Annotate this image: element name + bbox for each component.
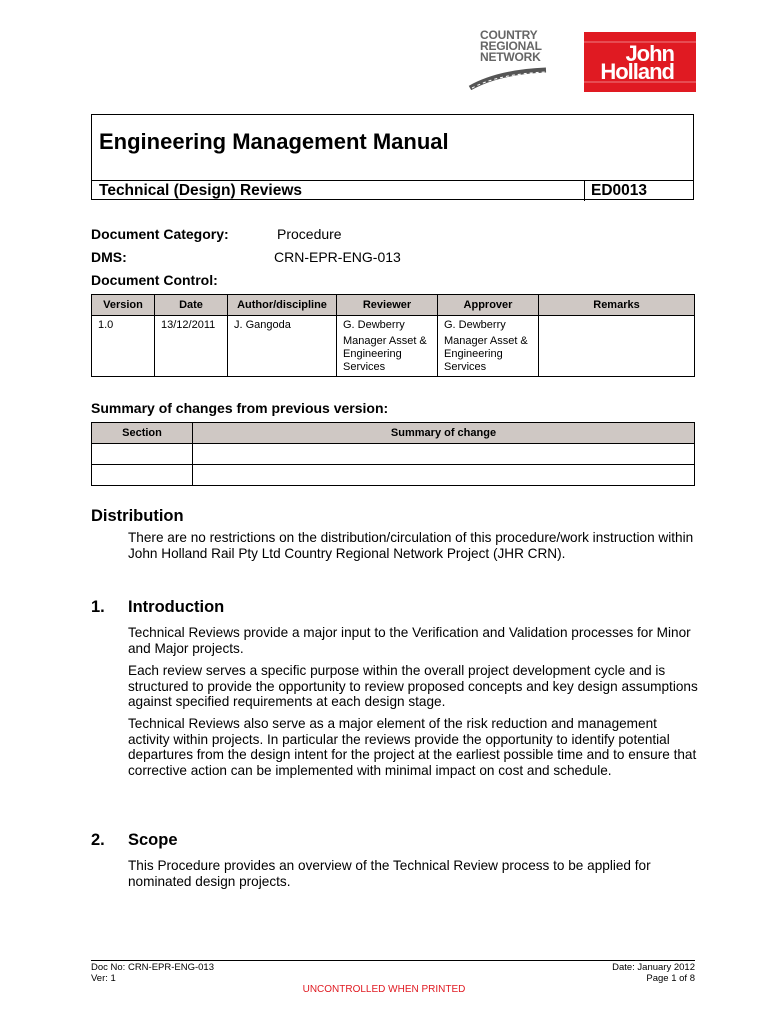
footer-date: Date: January 2012 bbox=[612, 962, 695, 973]
introduction-heading: Introduction bbox=[128, 598, 225, 616]
column-header: Summary of change bbox=[193, 423, 695, 444]
footer-divider bbox=[91, 960, 695, 961]
summary-cell bbox=[193, 444, 695, 465]
distribution-text: There are no restrictions on the distribution/circulation of this procedure/work instruction within John Holland Rail Pty Ltd Country Regional Network Project (JHR CRN). bbox=[128, 530, 694, 561]
version-cell: 1.0 bbox=[92, 316, 155, 377]
table-row bbox=[92, 465, 695, 486]
crn-logo-text: COUNTRY REGIONAL NETWORK bbox=[480, 28, 542, 64]
manual-title: Engineering Management Manual bbox=[99, 129, 449, 154]
category-value: Procedure bbox=[277, 226, 342, 242]
changes-table bbox=[91, 422, 695, 486]
title-box bbox=[91, 114, 694, 200]
uncontrolled-notice: UNCONTROLLED WHEN PRINTED bbox=[302, 984, 466, 995]
section-number: 2. bbox=[91, 831, 105, 849]
distribution-heading: Distribution bbox=[91, 507, 184, 525]
footer-page-number: Page 1 of 8 bbox=[646, 973, 695, 984]
changes-heading: Summary of changes from previous version: bbox=[91, 400, 389, 416]
column-header: Author/discipline bbox=[228, 295, 337, 316]
approver-cell: G. Dewberry Manager Asset & Engineering Services bbox=[438, 316, 539, 377]
reviewer-cell: G. Dewberry Manager Asset & Engineering Services bbox=[337, 316, 438, 377]
scope-paragraph: This Procedure provides an overview of the Technical Review process to be applied for nominated design projects. bbox=[128, 858, 651, 889]
summary-cell bbox=[193, 465, 695, 486]
document-subtitle: Technical (Design) Reviews bbox=[99, 182, 302, 199]
footer-doc-number: Doc No: CRN-EPR-ENG-013 bbox=[91, 962, 214, 973]
table-row bbox=[92, 444, 695, 465]
document-code-cell bbox=[584, 181, 694, 201]
remarks-cell bbox=[539, 316, 695, 377]
footer-version: Ver: 1 bbox=[91, 973, 116, 984]
introduction-paragraph: Each review serves a specific purpose within the overall project development cycle and is structured to provide the opportunity to review proposed concepts and key design assumptions against specified requirements at each design stage. bbox=[128, 663, 698, 709]
document-code: ED0013 bbox=[591, 182, 648, 199]
section-cell bbox=[92, 465, 193, 486]
author-cell: J. Gangoda bbox=[228, 316, 337, 377]
date-cell: 13/12/2011 bbox=[155, 316, 228, 377]
column-header: Approver bbox=[438, 295, 539, 316]
column-header: Remarks bbox=[539, 295, 695, 316]
scope-heading: Scope bbox=[128, 831, 178, 849]
dms-label: DMS: bbox=[91, 249, 127, 265]
title-subtitle-row bbox=[92, 180, 693, 201]
document-control-table bbox=[91, 294, 695, 377]
introduction-paragraph: Technical Reviews also serve as a major element of the risk reduction and management activity within projects. In particular the reviews provide the opportunity to identify potential departures from the design intent for the project at the earliest possible time and to ensure that corrective action can be implemented with minimal impact on cost and schedule. bbox=[128, 716, 697, 778]
dms-value: CRN-EPR-ENG-013 bbox=[274, 249, 401, 265]
table-row bbox=[92, 316, 695, 377]
category-label: Document Category: bbox=[91, 226, 229, 242]
column-header: Reviewer bbox=[337, 295, 438, 316]
section-cell bbox=[92, 444, 193, 465]
country-regional-network-logo bbox=[468, 30, 558, 90]
john-holland-logo: John Holland bbox=[584, 32, 696, 92]
rail-swoosh-icon bbox=[468, 66, 548, 90]
table-header-row bbox=[92, 295, 695, 316]
table-header-row bbox=[92, 423, 695, 444]
document-control-label: Document Control: bbox=[91, 272, 218, 288]
column-header: Date bbox=[155, 295, 228, 316]
column-header: Section bbox=[92, 423, 193, 444]
section-number: 1. bbox=[91, 598, 105, 616]
column-header: Version bbox=[92, 295, 155, 316]
introduction-paragraph: Technical Reviews provide a major input to the Verification and Validation processes for Minor and Major projects. bbox=[128, 625, 691, 656]
